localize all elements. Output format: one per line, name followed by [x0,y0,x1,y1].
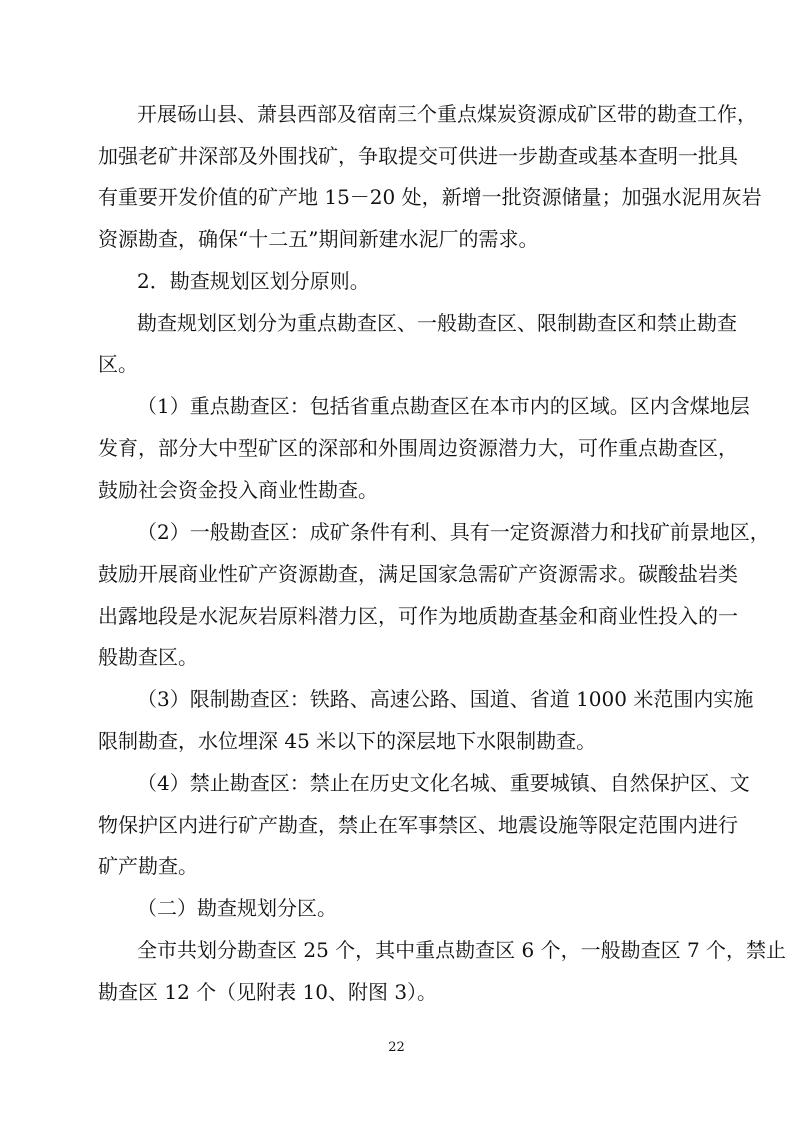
paragraph-4-line-2: 发育，部分大中型矿区的深部和外围周边资源潜力大，可作重点勘查区， [98,436,738,460]
paragraph-6-line-2: 限制勘查，水位埋深 45 米以下的深层地下水限制勘查。 [98,729,597,753]
paragraph-6-line-1: （3）限制勘查区：铁路、高速公路、国道、省道 1000 米范围内实施 [137,687,754,711]
paragraph-4-line-1: （1）重点勘查区：包括省重点勘查区在本市内的区域。区内含煤地层 [137,394,750,418]
paragraph-1-line-2: 加强老矿井深部及外围找矿，争取提交可供进一步勘查或基本查明一批具 [98,144,738,168]
page-number: 22 [388,1040,405,1055]
paragraph-5-line-1: （2）一般勘查区：成矿条件有利、具有一定资源潜力和找矿前景地区， [137,520,770,544]
section-heading-zoning: （二）勘查规划分区。 [137,896,337,920]
paragraph-3-line-1: 勘查规划区划分为重点勘查区、一般勘查区、限制勘查区和禁止勘查 [137,311,737,335]
paragraph-5-line-3: 出露地段是水泥灰岩原料潜力区，可作为地质勘查基金和商业性投入的一 [98,604,738,628]
paragraph-4-line-3: 鼓励社会资金投入商业性勘查。 [98,478,378,502]
paragraph-9-line-1: 全市共划分勘查区 25 个，其中重点勘查区 6 个，一般勘查区 7 个，禁止 [137,938,787,962]
paragraph-1-line-4: 资源勘查，确保“十二五”期间新建水泥厂的需求。 [98,227,539,251]
section-heading-principles: 2．勘查规划区划分原则。 [137,269,370,293]
paragraph-7-line-3: 矿产勘查。 [98,854,198,878]
paragraph-1-line-1: 开展砀山县、萧县西部及宿南三个重点煤炭资源成矿区带的勘查工作， [137,102,757,126]
paragraph-5-line-2: 鼓励开展商业性矿产资源勘查，满足国家急需矿产资源需求。碳酸盐岩类 [98,562,738,586]
paragraph-7-line-2: 物保护区内进行矿产勘查，禁止在军事禁区、地震设施等限定范围内进行 [98,813,738,837]
paragraph-3-line-2: 区。 [98,352,138,376]
paragraph-9-line-2: 勘查区 12 个（见附表 10、附图 3）。 [98,980,438,1004]
paragraph-5-line-4: 般勘查区。 [98,645,198,669]
paragraph-7-line-1: （4）禁止勘查区：禁止在历史文化名城、重要城镇、自然保护区、文 [137,771,750,795]
paragraph-1-line-3: 有重要开发价值的矿产地 15－20 处，新增一批资源储量；加强水泥用灰岩 [98,185,762,209]
